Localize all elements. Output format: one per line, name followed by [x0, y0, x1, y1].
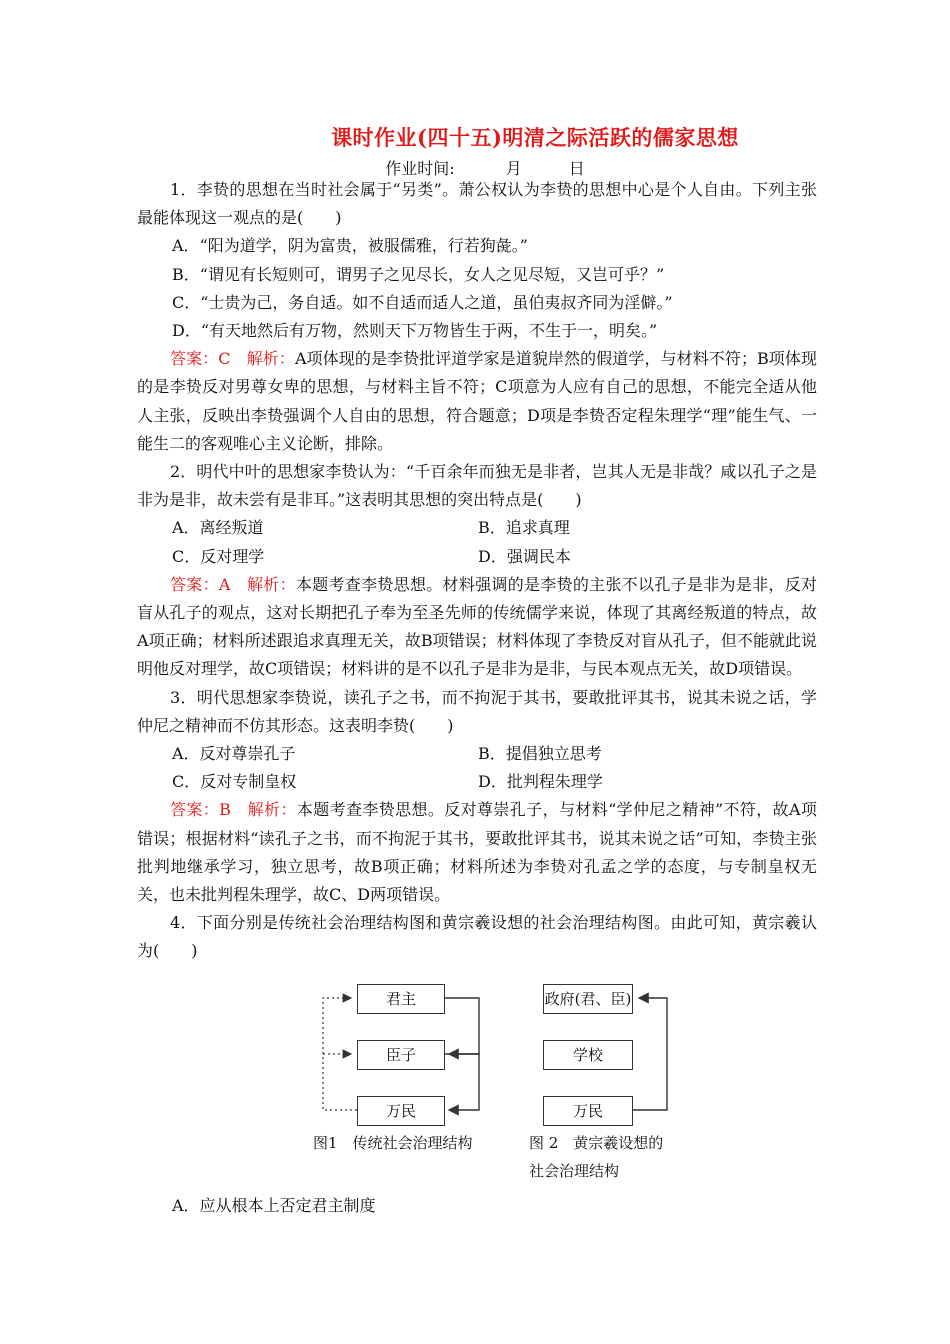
fig2-box-people: 万民 [543, 1096, 633, 1126]
question-2-analysis: 本题考查李贽思想。材料强调的是李贽的主张不以孔子是非为是非，反对盲从孔子的观点，这对长期把孔子奉为至圣先师的传统儒学来说，体现了其离经叛道的特点，故A项正确；材料所述跟追求真理无关，故B项错误；材料体现了李贽反对盲从孔子，但不能就此说明他反对理学，故C项错误；材料讲的是不以孔子是非为是非，与民本观点无关，故D项错误。 [137, 574, 817, 679]
question-3-answer-label: 答案：B 解析： [170, 800, 297, 820]
question-3-analysis: 本题考查李贽思想。反对尊崇孔子，与材料“学仲尼之精神”不符，故A项错误；根据材料“读孔子之书，而不拘泥于其书，要敢批评其书，说其未说之话”可知，李贽主张批判地继承学习，独立思考，故B项正确；材料所述为李贽对孔孟之学的态度，与专制皇权无关，也未批判程朱理学，故C、D两项错误。 [137, 800, 817, 905]
governance-structure-diagram [137, 974, 817, 1192]
question-2-stem: 2．明代中叶的思想家李贽认为：“千百余年而独无是非者，岂其人无是非哉？咸以孔子之是非为是非，故未尝有是非耳。”这表明其思想的突出特点是( ) [137, 462, 817, 510]
fig2-box-government: 政府(君、臣) [543, 984, 633, 1014]
question-1-answer-label: 答案：C 解析： [170, 349, 295, 369]
question-1-option-b: B．“谓见有长短则可，谓男子之见尽长，女人之见尽短，又岂可乎？” [172, 264, 665, 284]
question-2-answer-label: 答案：A 解析： [170, 574, 296, 594]
question-2-option-d: D．强调民本 [478, 546, 571, 566]
question-3-option-b: B．提倡独立思考 [478, 744, 602, 764]
question-4-option-a: A．应从根本上否定君主制度 [172, 1195, 376, 1215]
work-time-label: 作业时间: [385, 159, 455, 178]
question-1-option-c: C．“士贵为己，务自适。如不自适而适人之道，虽伯夷叔齐同为淫僻。” [172, 292, 673, 312]
fig1-box-monarch: 君主 [357, 984, 445, 1014]
question-4-stem: 4．下面分别是传统社会治理结构图和黄宗羲设想的社会治理结构图。由此可知，黄宗羲认为( ) [137, 913, 817, 961]
question-1-analysis-block [137, 345, 817, 458]
fig1-caption: 图1 传统社会治理结构 [313, 1133, 473, 1152]
fig2-box-school: 学校 [543, 1040, 633, 1070]
question-2-options-row-2 [137, 543, 817, 571]
work-time-month: 月 [505, 159, 522, 178]
work-time-day: 日 [568, 159, 585, 178]
questions-body [137, 176, 817, 1220]
question-2-option-a: A．离经叛道 [172, 518, 264, 538]
question-2-option-c: C．反对理学 [172, 546, 265, 566]
question-3-option-a: A．反对尊崇孔子 [172, 744, 296, 764]
fig1-box-people: 万民 [357, 1096, 445, 1126]
question-2-options-row-1 [137, 514, 817, 542]
page-title: 课时作业(四十五)明清之际活跃的儒家思想 [331, 125, 739, 150]
question-3-options-row-2 [137, 768, 817, 796]
question-1-analysis: A项体现的是李贽批评道学家是道貌岸然的假道学，与材料不符；B项体现的是李贽反对男尊女卑的思想，与材料主旨不符；C项意为人应有自己的思想，不能完全适从他人主张，反映出李贽强调个人自由的思想，符合题意；D项是李贽否定程朱理学“理”能生气、一能生二的客观唯心主义论断，排除。 [137, 349, 817, 453]
question-3-stem: 3．明代思想家李贽说，读孔子之书，而不拘泥于其书，要敢批评其书，说其未说之话，学仲尼之精神而不仿其形态。这表明李贽( ) [137, 687, 817, 735]
question-1-option-d: D．“有天地然后有万物，然则天下万物皆生于两，不生于一，明矣。” [172, 321, 658, 341]
fig2-caption-line-1: 图 2 黄宗羲设想的 [529, 1133, 664, 1152]
question-1-option-a: A．“阳为道学，阴为富贵，被服儒雅，行若狗彘。” [172, 236, 528, 256]
diagram-connector-lines [137, 974, 817, 1192]
question-3-option-d: D．批判程朱理学 [478, 772, 603, 792]
question-1-stem: 1．李贽的思想在当时社会属于“另类”。萧公权认为李贽的思想中心是个人自由。下列主张最能体现这一观点的是( ) [137, 180, 817, 228]
question-3-options-row-1 [137, 740, 817, 768]
question-2-analysis-block [137, 571, 817, 684]
question-3-analysis-block [137, 796, 817, 909]
question-2-option-b: B．追求真理 [478, 518, 570, 538]
fig1-box-officials: 臣子 [357, 1040, 445, 1070]
fig1-dotted-arrows [323, 998, 357, 1110]
fig1-solid-arrows [444, 998, 479, 1110]
fig2-caption-line-2: 社会治理结构 [529, 1161, 620, 1180]
question-3-option-c: C．反对专制皇权 [172, 772, 297, 792]
fig2-solid-arrow [633, 998, 667, 1110]
